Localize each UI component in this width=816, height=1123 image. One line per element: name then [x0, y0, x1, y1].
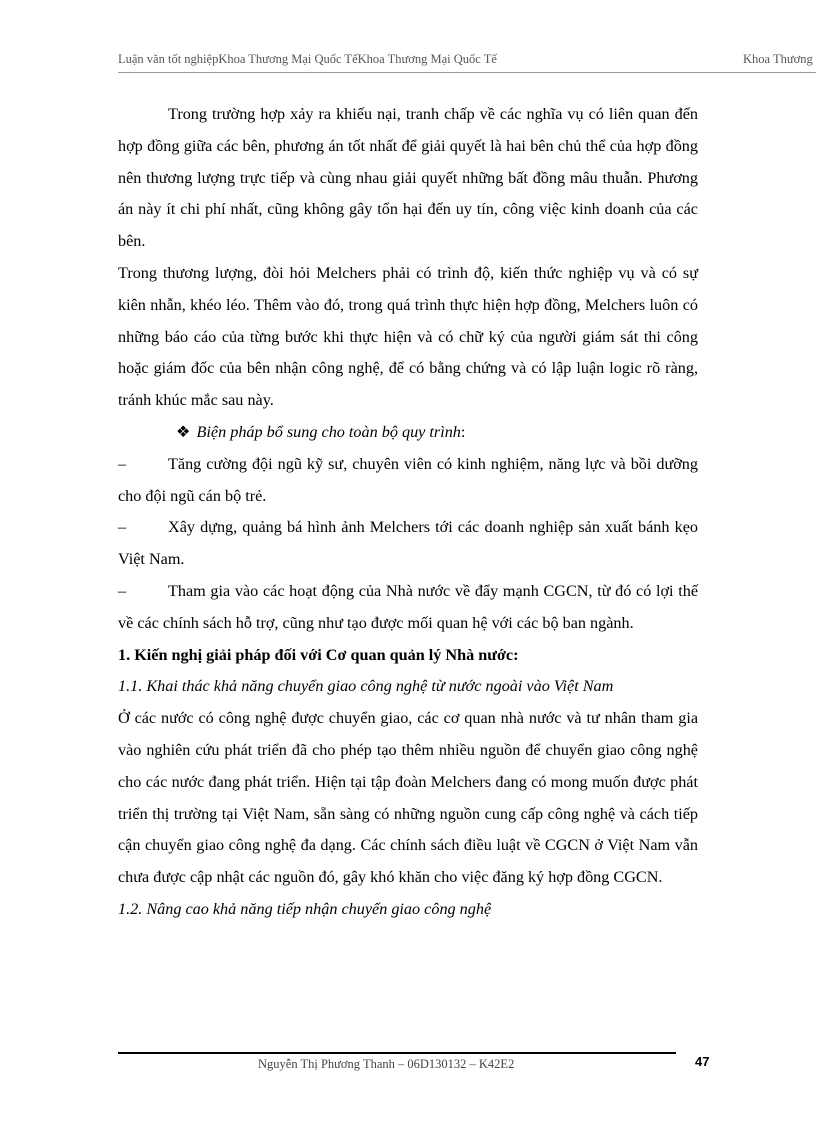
dash-marker: – [118, 518, 127, 537]
header-divider [118, 72, 816, 73]
section-heading: 1. Kiến nghị giải pháp đối với Cơ quan quản lý Nhà nước: [118, 645, 519, 664]
footer-author: Nguyễn Thị Phương Thanh – 06D130132 – K42E2 [258, 1057, 515, 1071]
page-body [118, 99, 698, 926]
header-right-text: Khoa Thương [743, 52, 813, 66]
dash-item-text: Tham gia vào các hoạt động của Nhà nước về đẩy mạnh CGCN, từ đó có lợi thế về các chính sách hỗ trợ, cũng như tạo được mối quan hệ với các bộ ban ngành. [118, 581, 698, 632]
paragraph-dispute-resolution: Trong trường hợp xảy ra khiếu nại, tranh chấp về các nghĩa vụ có liên quan đến hợp đồng giữa các bên, phương án tốt nhất để giải quyết là hai bên chủ thể của hợp đồng nên thương lượng trực tiếp và cùng nhau giải quyết những bất đồng mâu thuẫn. Phương án này ít chi phí nhất, cũng không gây tổn hại đến uy tín, công việc kinh doanh của các bên. [118, 105, 698, 251]
dash-item-2 [118, 512, 698, 576]
dash-item-text: Xây dựng, quảng bá hình ảnh Melchers tới các doanh nghiệp sản xuất bánh kẹo Việt Nam. [118, 518, 698, 569]
header-left-text: Luận văn tốt nghiệpKhoa Thương Mại Quốc TếKhoa Thương Mại Quốc Tế [118, 52, 497, 66]
bullet-supplementary-measures [118, 417, 698, 449]
dash-item-3 [118, 576, 698, 640]
bullet-colon: : [460, 422, 466, 441]
subsection-heading-1-2: 1.2. Nâng cao khả năng tiếp nhận chuyển giao công nghệ [118, 899, 492, 918]
dash-item-1 [118, 449, 698, 513]
dash-marker: – [118, 454, 127, 473]
running-header [118, 52, 816, 67]
paragraph-technology-transfer: Ở các nước có công nghệ được chuyển giao, các cơ quan nhà nước và tư nhân tham gia vào nghiên cứu phát triển đã cho phép tạo thêm nhiều nguồn để chuyển giao công nghệ cho các nước đang phát triển. Hiện tại tập đoàn Melchers đang có mong muốn được phát triển thị trường tại Việt Nam, sẵn sàng có những nguồn cung cấp công nghệ và cách tiếp cận chuyển giao công nghệ đa dạng. Các chính sách điều luật về CGCN ở Việt Nam vẫn chưa được cập nhật các nguồn đó, gây khó khăn cho việc đăng ký hợp đồng CGCN. [118, 709, 698, 887]
footer-divider [118, 1052, 676, 1054]
dash-marker: – [118, 581, 127, 600]
paragraph-negotiation: Trong thương lượng, đòi hỏi Melchers phải có trình độ, kiến thức nghiệp vụ và có sự kiên nhẫn, khéo léo. Thêm vào đó, trong quá trình thực hiện hợp đồng, Melchers luôn có những báo cáo của từng bước khi thực hiện và có chữ ký của người giám sát thi công hoặc giám đốc của bên nhận công nghệ, để có bằng chứng và có lập luận logic rõ ràng, tránh khúc mắc sau này. [118, 263, 698, 410]
subsection-heading-1-1: 1.1. Khai thác khả năng chuyển giao công nghệ từ nước ngoài vào Việt Nam [118, 677, 614, 696]
diamond-bullet-icon: ❖ [176, 422, 191, 441]
bullet-text: Biện pháp bổ sung cho toàn bộ quy trình [196, 422, 461, 441]
dash-item-text: Tăng cường đội ngũ kỹ sư, chuyên viên có kinh nghiệm, năng lực và bồi dưỡng cho đội ngũ cán bộ trẻ. [118, 454, 698, 505]
page-number: 47 [695, 1054, 710, 1069]
